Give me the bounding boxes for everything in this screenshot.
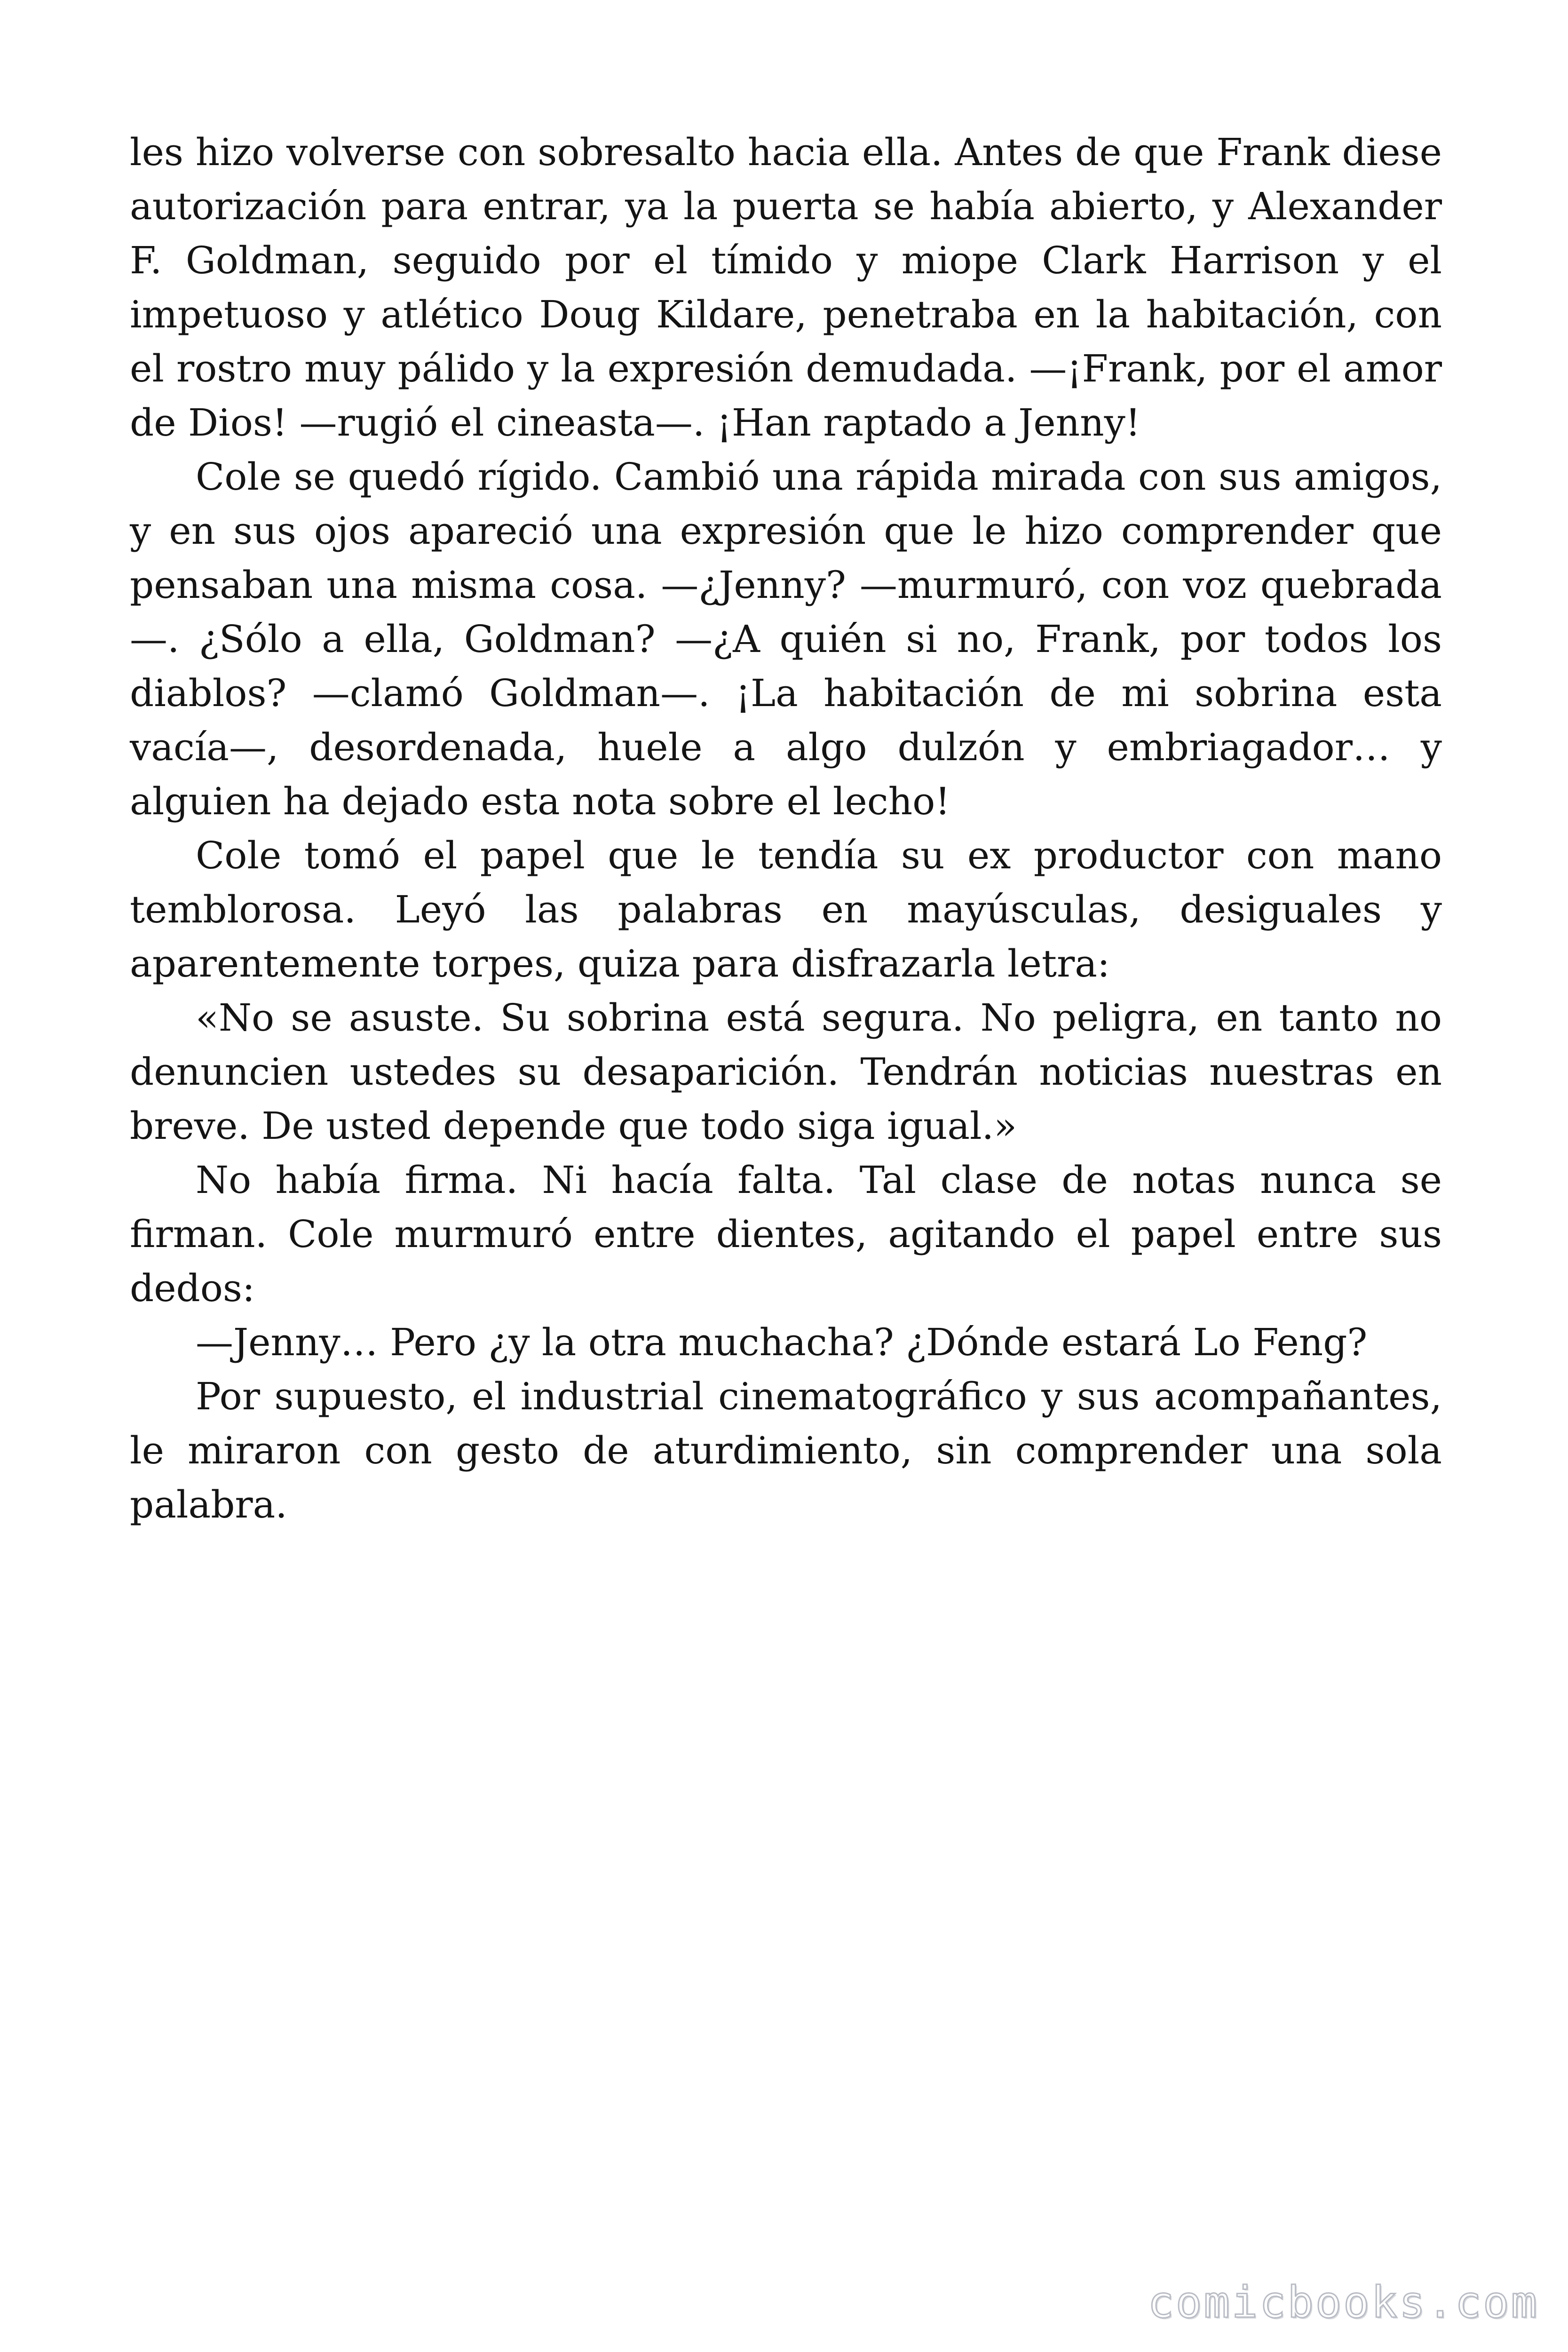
paragraph: Cole tomó el papel que le tendía su ex productor con mano temblorosa. Leyó las palabras en mayúsculas, desiguales y aparentemente torpes, quiza para disfrazarla letra:: [130, 834, 1442, 985]
paragraph: —Jenny… Pero ¿y la otra muchacha? ¿Dónde estará Lo Feng?: [196, 1320, 1368, 1364]
paragraph: les hizo volverse con sobresalto hacia ella. Antes de que Frank diese autorización para entrar, ya la puerta se había abierto, y Alexander F. Goldman, seguido por el tímido y miope Clark Harrison y el impetuoso y atlético Doug Kildare, penetraba en la habitación, con el rostro muy pálido y la expresión demudada. —¡Frank, por el amor de Dios! —rugió el cineasta—. ¡Han raptado a Jenny!: [130, 130, 1442, 445]
paragraph: Por supuesto, el industrial cinematográfico y sus acompañantes, le miraron con gesto de aturdimiento, sin comprender una sola palabra.: [130, 1375, 1442, 1526]
watermark-text: comicbooks.com: [1148, 2277, 1539, 2328]
paragraph: «No se asuste. Su sobrina está segura. No peligra, en tanto no denuncien ustedes su desaparición. Tendrán noticias nuestras en breve. De usted depende que todo siga igual.»: [130, 996, 1442, 1148]
body-text: [130, 125, 1442, 1532]
paragraph: Cole se quedó rígido. Cambió una rápida mirada con sus amigos, y en sus ojos apareció una expresión que le hizo comprender que pensaban una misma cosa. —¿Jenny? —murmuró, con voz quebrada—. ¿Sólo a ella, Goldman? —¿A quién si no, Frank, por todos los diablos? —clamó Goldman—. ¡La habitación de mi sobrina esta vacía—, desordenada, huele a algo dulzón y embriagador… y alguien ha dejado esta nota sobre el lecho!: [130, 455, 1442, 823]
paragraph: No había firma. Ni hacía falta. Tal clase de notas nunca se firman. Cole murmuró entre dientes, agitando el papel entre sus dedos:: [130, 1158, 1442, 1310]
